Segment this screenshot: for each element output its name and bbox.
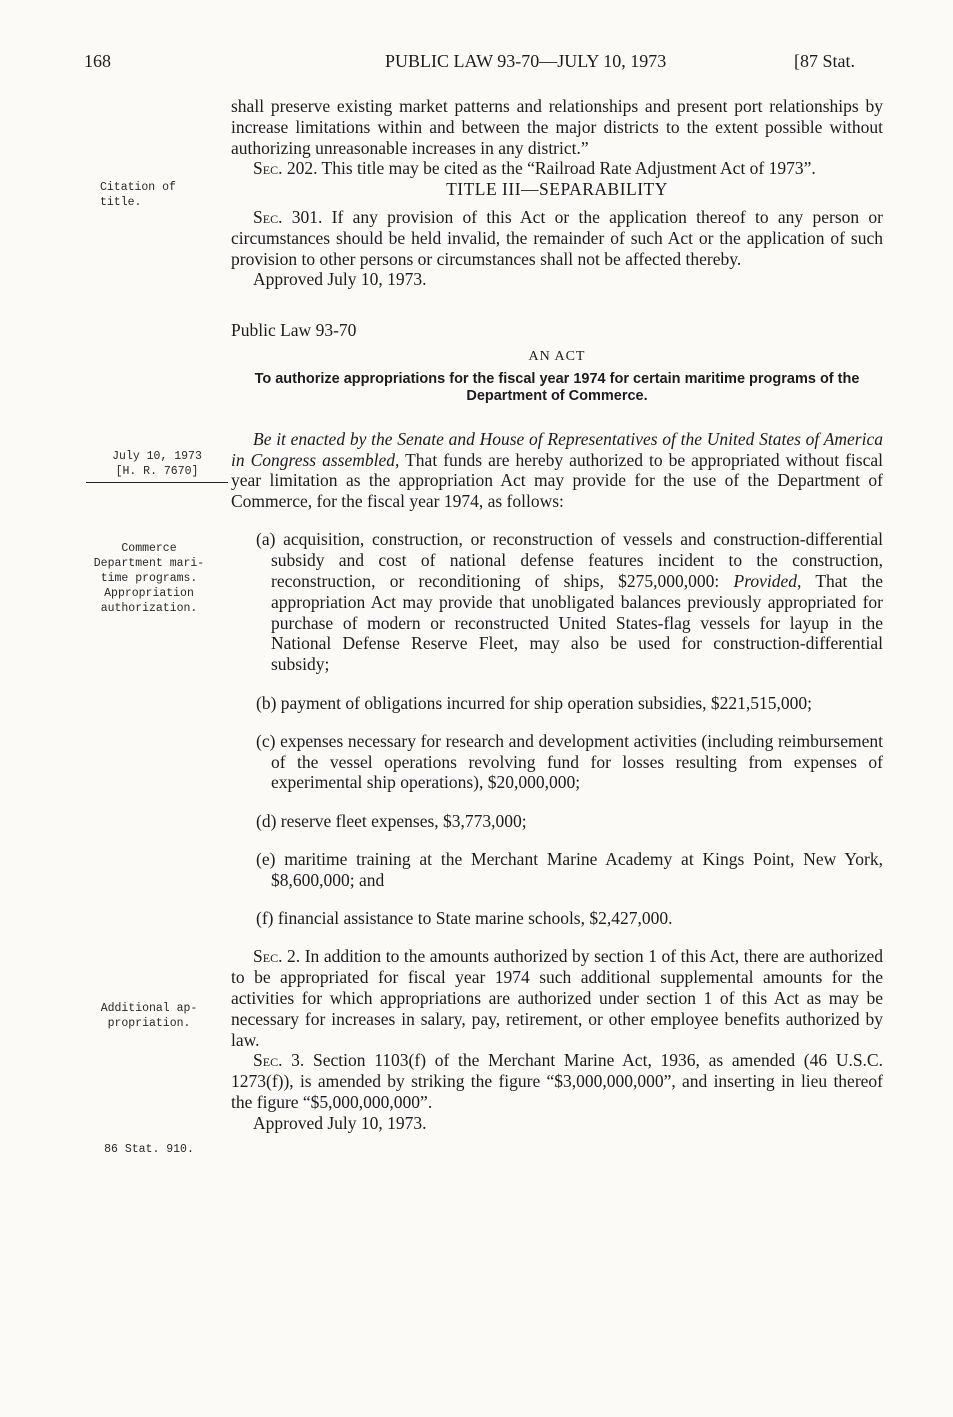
stat-ref-text: [87 Stat. — [794, 51, 855, 71]
statute-reference — [794, 50, 855, 72]
sec202-label: Sec. 202. — [253, 158, 318, 179]
section-301 — [231, 207, 883, 269]
margin-note-date — [86, 449, 228, 479]
prior-approval-line: Approved July 10, 1973. — [253, 269, 427, 290]
item-d: (d) reserve fleet expenses, $3,773,000; — [256, 810, 527, 831]
public-law-heading: Public Law 93-70 — [231, 320, 357, 341]
item-a: (a) acquisition, construction, or reconstruction of vessels and construction-differential subsidy and cost of national defense features incident to the construction, reconstruction, or reconditioning of ships, $275,000,000: Provided, That the appropriation Act may provide that unobligated balances previously appropriated for purchase of modern or reconstructed United States-flag vessels for layup in the National Defense Reserve Fleet, may also be used for construction-differential subsidy; — [256, 529, 884, 675]
page-number: 168 — [84, 51, 111, 71]
margin-note-additional: Additional ap- propriation. — [100, 1002, 198, 1030]
approval-line: Approved July 10, 1973. — [253, 1112, 427, 1133]
sec301-label: Sec. 301. — [253, 206, 323, 227]
an-act-label: AN ACT — [528, 348, 586, 364]
item-e: (e) maritime training at the Merchant Marine Academy at Kings Point, New York, $8,600,000; and — [256, 849, 883, 890]
margin-bill-number: [H. R. 7670] — [115, 465, 199, 478]
margin-note-stat: 86 Stat. 910. — [104, 1143, 194, 1156]
item-b: (b) payment of obligations incurred for ship operation subsidies, $221,515,000; — [256, 692, 813, 713]
enacting-clause — [231, 429, 883, 512]
item-c: (c) expenses necessary for research and development activities (including reimbursement of the vessel operations revolving fund for losses resulting from expenses of experimental ship operations), $20,000,000; — [256, 730, 883, 793]
margin-rule — [86, 482, 228, 483]
prior-law-continuation: shall preserve existing market patterns and relationships and present port relationships by increase limitations within and between the major districts to the extent possible without authorizing unreasonable increases in any district.” — [231, 96, 883, 158]
margin-note-commerce: Commerce Department mari- time programs. Appropriation authorization. — [93, 542, 205, 615]
enacting-text: That funds are hereby authorized to be appropriated without fiscal year limitation as the appropriation Act may provide for the use of the Department of Commerce, for the fiscal year 1974, as follows: — [231, 449, 883, 512]
margin-note-citation: Citation of title. — [100, 181, 176, 209]
main-text-column — [231, 96, 883, 1134]
section-3 — [231, 1050, 883, 1112]
section-2 — [231, 946, 883, 1050]
sec202-text: This title may be cited as the “Railroad Rate Adjustment Act of 1973”. — [321, 158, 816, 179]
sec3-label: Sec. 3. — [253, 1050, 305, 1071]
sec2-text: In addition to the amounts authorized by section 1 of this Act, there are authorized to be appropriated for fiscal year 1974 such additional supplemental amounts for the activities for which appropriations are authorized under section 1 of this Act as may be necessary for increases in salary, pay, retirement, or other employee benefits authorized by law. — [231, 946, 883, 1050]
item-f: (f) financial assistance to State marine schools, $2,427,000. — [256, 908, 673, 929]
sec2-label: Sec. 2. — [253, 946, 301, 967]
sec301-text: If any provision of this Act or the application thereof to any person or circumstances should be held invalid, the remainder of such Act or the application of such provision to other persons or circumstances shall not be affected thereby. — [231, 206, 883, 269]
provided-label: Provided, — [733, 571, 802, 592]
margin-date: July 10, 1973 — [112, 450, 202, 463]
sec3-text: Section 1103(f) of the Merchant Marine Act, 1936, as amended (46 U.S.C. 1273(f)), is amended by striking the figure “$3,000,000,000”, and inserting in lieu thereof the figure “$5,000,000,000”. — [231, 1050, 883, 1112]
enacting-formula: Be it enacted by the Senate and House of Representatives of the United States of America in Congress assembled, — [231, 428, 883, 470]
running-title: PUBLIC LAW 93-70—JULY 10, 1973 — [385, 51, 667, 71]
title-iii-heading: TITLE III—SEPARABILITY — [446, 179, 668, 200]
section-202 — [231, 158, 883, 179]
act-purpose: To authorize appropriations for the fiscal year 1974 for certain maritime programs of the Department of Commerce. — [254, 370, 860, 404]
